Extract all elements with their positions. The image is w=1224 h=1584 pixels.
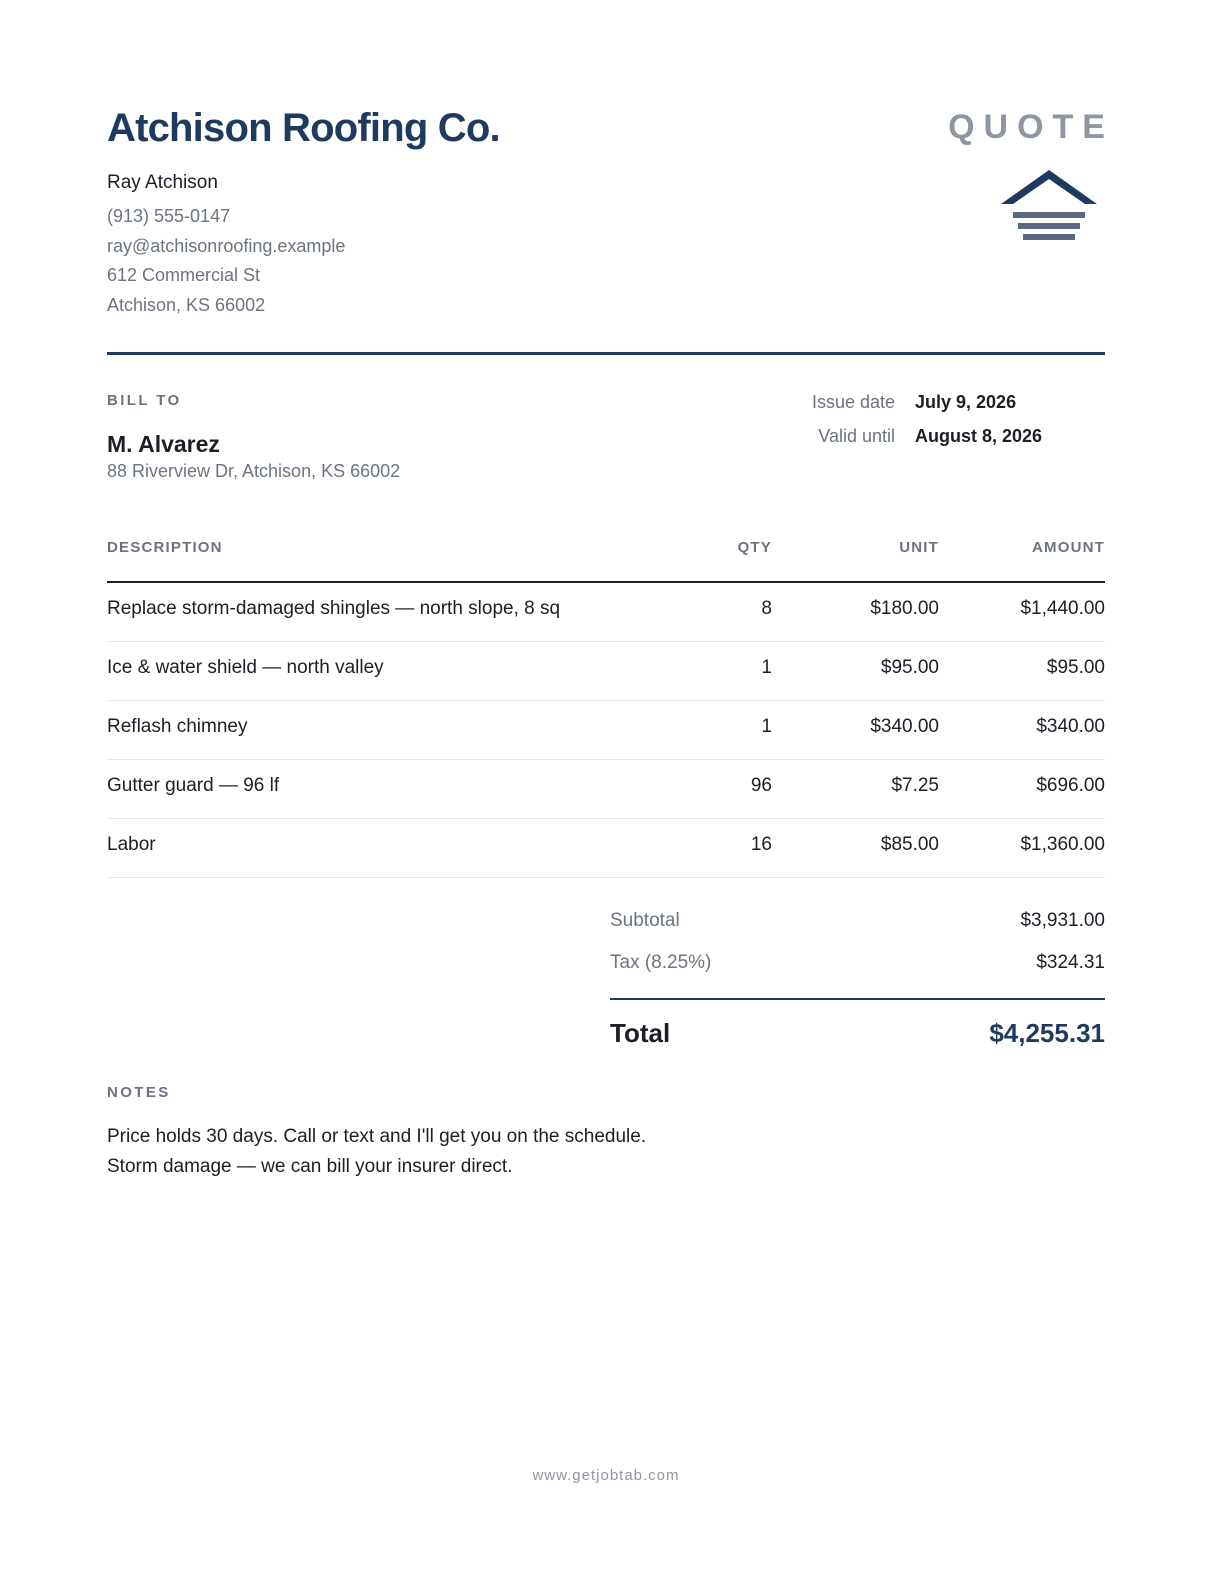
roof-logo-icon [1001,168,1097,244]
item-amount: $1,360.00 [1020,834,1105,855]
item-unit-price: $7.25 [891,775,939,796]
valid-until-label: Valid until [818,426,895,446]
item-description: Ice & water shield — north valley [107,657,384,678]
contact-name: Ray Atchison [107,172,218,193]
column-header-unit: UNIT [899,539,939,556]
header-divider [107,352,1105,355]
document-type-label: QUOTE [948,108,1114,146]
tax-label: Tax (8.25%) [610,952,712,973]
bill-to-address: 88 Riverview Dr, Atchison, KS 66002 [107,461,401,481]
item-qty: 96 [750,775,772,796]
subtotal-value: $3,931.00 [1020,910,1105,931]
table-row [107,760,1105,819]
valid-until-value: August 8, 2026 [915,426,1043,446]
column-header-description: DESCRIPTION [107,539,223,556]
notes-line: Price holds 30 days. Call or text and I'll get you on the schedule. [107,1126,647,1147]
item-qty: 1 [761,716,772,737]
valid-until-row [707,426,1105,450]
tax-value: $324.31 [1036,952,1105,973]
item-unit-price: $85.00 [880,834,939,855]
item-amount: $340.00 [1036,716,1105,737]
issue-date-label: Issue date [811,392,895,412]
item-amount: $696.00 [1036,775,1105,796]
issue-date-row [707,392,1105,416]
item-qty: 16 [750,834,772,855]
issue-date-value: July 9, 2026 [915,392,1017,412]
total-value: $4,255.31 [989,1018,1105,1048]
item-unit-price: $95.00 [880,657,939,678]
column-header-qty: QTY [737,539,772,556]
totals-divider [610,998,1105,1000]
line-items [107,583,1105,878]
item-description: Replace storm-damaged shingles — north slope, 8 sq [107,598,561,619]
table-row [107,701,1105,760]
contact-email: ray@atchisonroofing.example [107,236,346,256]
item-qty: 8 [761,598,772,619]
column-header-amount: AMOUNT [1031,539,1105,556]
item-amount: $1,440.00 [1020,598,1105,619]
notes-text [107,1122,646,1182]
contact-phone: (913) 555-0147 [107,206,231,226]
total-label: Total [610,1018,671,1048]
item-unit-price: $340.00 [870,716,939,737]
notes-label: NOTES [107,1084,171,1101]
item-qty: 1 [761,657,772,678]
item-description: Reflash chimney [107,716,248,737]
item-unit-price: $180.00 [870,598,939,619]
contact-street: 612 Commercial St [107,265,261,285]
quote-document [107,0,1114,1584]
bill-to-name: M. Alvarez [107,431,220,457]
item-description: Gutter guard — 96 lf [107,775,280,796]
table-row [107,642,1105,701]
bill-to-label: BILL TO [107,392,182,409]
subtotal-label: Subtotal [610,910,680,931]
company-name: Atchison Roofing Co. [107,106,500,150]
table-row [107,583,1105,642]
notes-line: Storm damage — we can bill your insurer direct. [107,1156,513,1177]
item-amount: $95.00 [1046,657,1105,678]
item-description: Labor [107,834,156,855]
footer-url: www.getjobtab.com [532,1467,680,1484]
contact-city: Atchison, KS 66002 [107,295,266,315]
table-row [107,819,1105,878]
